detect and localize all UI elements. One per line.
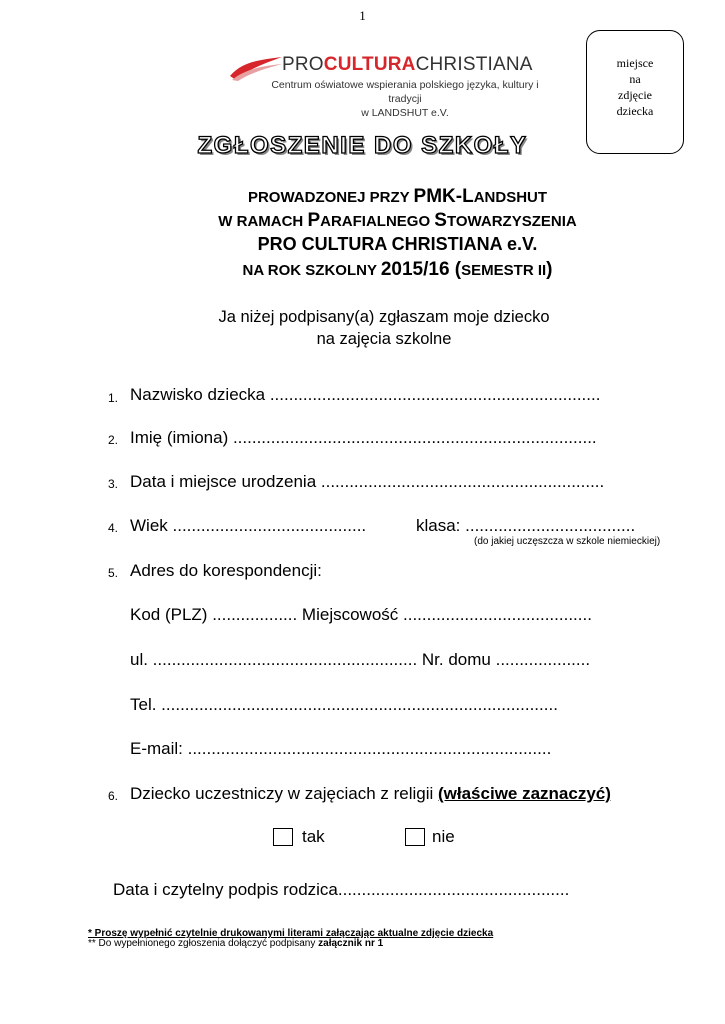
logo-brand	[282, 54, 533, 76]
intro-line-1: Ja niżej podpisany(a) zgłaszam moje dziecko	[218, 308, 550, 326]
subtitle-text: ANDSHUT	[473, 189, 548, 206]
page-title: ZGŁOSZENIE DO SZKOŁY	[197, 132, 528, 159]
age-field[interactable]: Wiek .........................................	[130, 516, 367, 535]
subtitle-text: )	[546, 259, 553, 280]
signature-field[interactable]: Data i czytelny podpis rodzica.................................................	[113, 880, 570, 899]
photo-box-line: dziecka	[616, 104, 654, 118]
subtitle-text: PMK-L	[413, 186, 474, 207]
footnote-2-attachment: załącznik nr 1	[318, 938, 384, 949]
no-checkbox[interactable]	[405, 828, 425, 846]
subtitle-text: 2015/16 (	[380, 259, 462, 280]
subtitle-text: ARAFIALNEGO	[320, 213, 435, 230]
item-number: 2.	[108, 433, 119, 447]
logo-subtitle-line: Centrum oświatowe wspierania polskiego języka, kultury i tradycji	[271, 79, 539, 105]
religion-instruction: (właściwe zaznaczyć)	[438, 784, 611, 803]
logo-subtitle-line: w LANDSHUT e.V.	[361, 107, 449, 119]
logo-christiana: CHRISTIANA	[415, 54, 533, 75]
subtitle-line-2	[0, 210, 725, 232]
address-label: Adres do korespondencji:	[130, 561, 322, 580]
logo-pro: PRO	[282, 54, 324, 75]
religion-question-text: Dziecko uczestniczy w zajęciach z religii	[130, 784, 438, 803]
child-surname-field[interactable]: Nazwisko dziecka ......................................................................	[130, 385, 601, 404]
logo-subtitle	[260, 78, 550, 120]
page-number: 1	[359, 8, 366, 23]
subtitle-text: TOWARZYSZENIA	[446, 213, 577, 230]
intro-line-2: na zajęcia szkolne	[316, 330, 452, 348]
item-number: 5.	[108, 566, 119, 580]
logo-cultura: CULTURA	[323, 54, 416, 75]
yes-checkbox[interactable]	[273, 828, 293, 846]
postcode-city-field[interactable]: Kod (PLZ) .................. Miejscowość ........................................	[130, 605, 592, 624]
subtitle-text: P	[307, 210, 321, 231]
item-number: 3.	[108, 477, 119, 491]
birth-date-place-field[interactable]: Data i miejsce urodzenia ............................................................	[130, 472, 605, 491]
no-label: nie	[432, 827, 455, 846]
subtitle-line-4	[0, 259, 725, 281]
subtitle-text: PROWADZONEJ PRZY	[247, 189, 414, 206]
photo-box-line: zdjęcie	[618, 88, 652, 102]
religion-question	[130, 784, 611, 804]
footnote-1: * Proszę wypełnić czytelnie drukowanymi literami załączając aktualne zdjęcie dziecka	[88, 928, 494, 939]
subtitle-line-1	[0, 186, 725, 208]
street-number-field[interactable]: ul. ........................................................ Nr. domu ....................	[130, 650, 591, 669]
email-field[interactable]: E-mail: .............................................................................	[130, 739, 552, 758]
item-number: 4.	[108, 521, 119, 535]
item-number: 6.	[108, 789, 119, 803]
subtitle-text: NA ROK SZKOLNY	[242, 262, 381, 279]
class-hint: (do jakiej uczęszcza w szkole niemieckiej)	[474, 536, 661, 547]
subtitle-line-3: PRO CULTURA CHRISTIANA e.V.	[257, 234, 538, 254]
footnote-2	[88, 938, 383, 949]
phone-field[interactable]: Tel. ....................................................................................	[130, 695, 558, 714]
yes-label: tak	[302, 827, 325, 846]
photo-box-line: miejsce	[616, 56, 654, 70]
footnote-2-text: ** Do wypełnionego zgłoszenia dołączyć podpisany	[88, 938, 319, 949]
child-first-name-field[interactable]: Imię (imiona) .............................................................................	[130, 428, 597, 447]
subtitle-text: W RAMACH	[218, 213, 308, 230]
item-number: 1.	[108, 391, 119, 405]
subtitle-text: SEMESTR II	[461, 262, 547, 279]
class-field[interactable]: klasa: ....................................	[416, 516, 636, 535]
subtitle-text: S	[434, 210, 447, 231]
photo-box-line: na	[629, 72, 641, 86]
